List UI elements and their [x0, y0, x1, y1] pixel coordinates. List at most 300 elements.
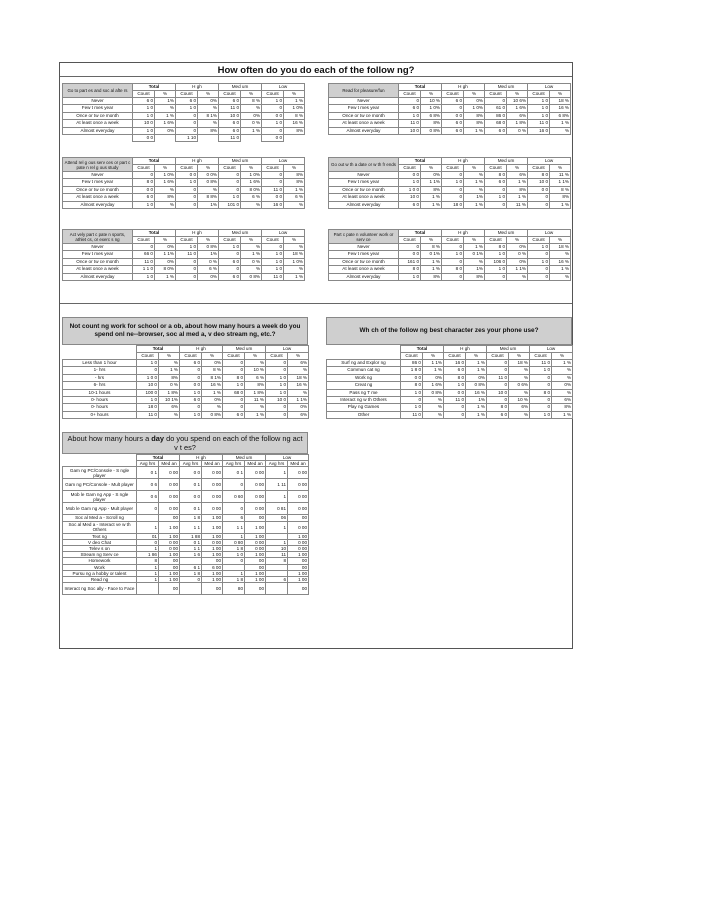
- table-cell: 11: [266, 552, 288, 558]
- table-cell: 0%: [466, 374, 487, 381]
- col-sub-header: %: [198, 165, 219, 172]
- table-cell: 0 8%: [202, 411, 223, 418]
- table-cell: 0 %: [198, 258, 219, 265]
- activity-label: V deo Chat: [63, 539, 137, 545]
- table-cell: 0: [401, 397, 423, 404]
- table-cell: 8 0: [223, 374, 245, 381]
- frequency-table: [62, 229, 305, 281]
- table-cell: 0 00: [245, 503, 266, 515]
- table-cell: 1 0: [485, 194, 507, 201]
- table-cell: %: [509, 411, 530, 418]
- table-cell: 1: [266, 539, 288, 545]
- row-label: At least once a week: [329, 266, 399, 273]
- table-cell: 0: [262, 179, 284, 186]
- table-cell: 6: [223, 515, 245, 521]
- table-cell: 0 8%: [423, 389, 444, 396]
- table-row: [63, 135, 305, 142]
- row-label: Few t mes year: [63, 105, 133, 112]
- question-text: About how many hours a: [67, 434, 152, 443]
- table-cell: 1 %: [464, 201, 485, 208]
- col-sub-header: %: [241, 237, 262, 244]
- table-cell: 10 %: [421, 98, 442, 105]
- table-cell: 11 0: [262, 273, 284, 280]
- table-cell: 0%: [464, 98, 485, 105]
- table-cell: 0 00: [159, 467, 180, 479]
- table-cell: 16 %: [288, 382, 309, 389]
- col-group-header: Total: [401, 346, 444, 353]
- table-cell: 0 00: [288, 491, 309, 503]
- table-cell: 1 0: [223, 552, 245, 558]
- table-cell: 6 0: [133, 194, 155, 201]
- row-label: Surf ng and Explor ng: [327, 360, 401, 367]
- table-cell: 0: [223, 479, 245, 491]
- table-row: [329, 98, 571, 105]
- activity-label: Soc al Med a - Interact ve w th Others: [63, 521, 137, 533]
- table-cell: 1%: [198, 251, 219, 258]
- table-row: [329, 112, 571, 119]
- col-group-header: Med um: [485, 230, 528, 237]
- row-label: Never: [329, 244, 399, 251]
- table-cell: 00: [288, 558, 309, 564]
- table-cell: 1 %: [466, 360, 487, 367]
- table-cell: 0%: [241, 112, 262, 119]
- table-cell: 1 0: [399, 112, 421, 119]
- col-sub-header: Count: [219, 91, 241, 98]
- col-sub-header: %: [464, 165, 485, 172]
- col-group-header: H gh: [442, 230, 485, 237]
- table-cell: %: [159, 360, 180, 367]
- table-cell: 0: [219, 179, 241, 186]
- table-cell: 0 00: [202, 539, 223, 545]
- table-cell: 1 %: [507, 179, 528, 186]
- table-cell: 1 00: [245, 533, 266, 539]
- col-sub-header: %: [202, 353, 223, 360]
- col-sub-header: Count: [485, 91, 507, 98]
- table-cell: 8%: [245, 382, 266, 389]
- table-cell: 100 0: [137, 389, 159, 396]
- table-cell: 8 0: [528, 172, 550, 179]
- table-cell: 6 %: [241, 194, 262, 201]
- col-group-header: Total: [399, 158, 442, 165]
- col-sub-header: %: [507, 165, 528, 172]
- table-cell: 1 0: [223, 382, 245, 389]
- table-cell: 8 %: [550, 186, 571, 193]
- table-row: [63, 201, 305, 208]
- col-sub-header: %: [284, 237, 305, 244]
- table-cell: [241, 135, 262, 142]
- table-cell: 8 1%: [202, 374, 223, 381]
- table-cell: 8%: [284, 127, 305, 134]
- table-cell: 1: [137, 577, 159, 583]
- table-row: [63, 404, 309, 411]
- table-row: [63, 367, 309, 374]
- table-cell: 1 0: [180, 411, 202, 418]
- frequency-table-block: [62, 229, 305, 281]
- table-cell: %: [550, 251, 571, 258]
- table-cell: 00: [202, 583, 223, 595]
- table-row: [329, 105, 571, 112]
- daily-hours-block: [62, 432, 309, 595]
- activity-label: Stream ng Serv ce: [63, 552, 137, 558]
- table-cell: 6 %: [198, 266, 219, 273]
- table-cell: 86 0: [485, 112, 507, 119]
- table-cell: 1 00: [202, 515, 223, 521]
- col-sub-header: %: [284, 91, 305, 98]
- col-group-header: Total: [133, 84, 176, 91]
- col-sub-header: Med an: [202, 461, 223, 467]
- table-cell: 0: [528, 266, 550, 273]
- table-cell: 1 0%: [241, 172, 262, 179]
- table-row: [63, 467, 309, 479]
- table-cell: %: [241, 266, 262, 273]
- table-cell: 0%: [202, 397, 223, 404]
- table-cell: 1 1%: [550, 179, 571, 186]
- table-cell: 10 0: [137, 382, 159, 389]
- table-cell: 0: [223, 397, 245, 404]
- col-group-header: Total: [137, 455, 180, 461]
- table-cell: %: [423, 411, 444, 418]
- col-sub-header: %: [241, 91, 262, 98]
- table-cell: 8: [137, 558, 159, 564]
- table-cell: 1 %: [423, 367, 444, 374]
- table-row: [63, 266, 305, 273]
- table-cell: 8 0: [485, 172, 507, 179]
- table-cell: 0: [528, 273, 550, 280]
- table-cell: %: [509, 374, 530, 381]
- table-cell: 00: [245, 583, 266, 595]
- table-cell: 6 0: [399, 105, 421, 112]
- table-cell: 6 0: [442, 127, 464, 134]
- table-cell: 11 0: [219, 135, 241, 142]
- table-cell: 0: [180, 374, 202, 381]
- table-cell: 0 0: [262, 112, 284, 119]
- row-label: Once or tw ce month: [329, 186, 399, 193]
- table-cell: 1 0: [262, 98, 284, 105]
- blank-cell: [327, 353, 401, 360]
- table-cell: 1 00: [245, 577, 266, 583]
- row-label: Once or tw ce month: [63, 258, 133, 265]
- table-row: [63, 98, 305, 105]
- row-label: Few t mes year: [63, 179, 133, 186]
- activity-label: Interact ng Soc ally - Face to Face: [63, 583, 137, 595]
- table-row: [329, 273, 571, 280]
- table-cell: 1: [137, 564, 159, 570]
- table-cell: 0 1%: [464, 251, 485, 258]
- table-cell: 6 0: [442, 120, 464, 127]
- col-sub-header: Count: [219, 165, 241, 172]
- table-cell: 1 00: [159, 577, 180, 583]
- table-cell: 0: [223, 558, 245, 564]
- col-group-header: Low: [530, 346, 573, 353]
- frequency-table: [62, 157, 305, 209]
- table-cell: 6 %: [284, 194, 305, 201]
- table-row: [63, 244, 305, 251]
- table-cell: 6 0: [176, 98, 198, 105]
- table-cell: 0 8%: [198, 244, 219, 251]
- table-cell: 0: [528, 251, 550, 258]
- table-cell: 1 %: [245, 411, 266, 418]
- table-cell: 1 0: [485, 266, 507, 273]
- table-cell: %: [202, 404, 223, 411]
- table-cell: 6 0: [485, 127, 507, 134]
- table-cell: 1 %: [466, 411, 487, 418]
- table-cell: 8 0%: [155, 266, 176, 273]
- row-label: Never: [63, 98, 133, 105]
- table-cell: 0 60: [223, 491, 245, 503]
- table-row: [327, 367, 573, 374]
- table-row: [63, 105, 305, 112]
- table-cell: 1 0: [444, 382, 466, 389]
- table-cell: 1 %: [284, 273, 305, 280]
- table-cell: 0: [176, 258, 198, 265]
- table-cell: 1 6%: [155, 179, 176, 186]
- table-cell: 1 0: [262, 251, 284, 258]
- col-group-header: Low: [266, 455, 309, 461]
- table-cell: 0: [176, 186, 198, 193]
- table-cell: 8 1%: [198, 112, 219, 119]
- table-cell: 8%: [159, 374, 180, 381]
- table-cell: [137, 583, 159, 595]
- col-sub-header: %: [155, 91, 176, 98]
- table-cell: 0: [176, 273, 198, 280]
- table-cell: 0: [528, 201, 550, 208]
- col-sub-header: Count: [530, 353, 552, 360]
- table-cell: 0 1: [180, 479, 202, 491]
- table-cell: 1 0: [133, 201, 155, 208]
- question-text: do you spend on each of the follow ng act v t es?: [164, 434, 303, 452]
- col-sub-header: Avg hrs: [266, 461, 288, 467]
- col-sub-header: Count: [399, 165, 421, 172]
- table-cell: 0%: [421, 172, 442, 179]
- table-cell: 10 0: [528, 179, 550, 186]
- table-cell: 1 0: [266, 389, 288, 396]
- table-cell: 16 %: [550, 105, 571, 112]
- hours-online-question: Not count ng work for school or a ob, about how many hours a week do you spend onl ne--browser, soc al med a, v deo stream ng, etc.?: [62, 317, 308, 345]
- table-cell: 1 0: [262, 266, 284, 273]
- table-cell: 11 0: [176, 251, 198, 258]
- table-row: [327, 382, 573, 389]
- table-cell: 10 1%: [159, 397, 180, 404]
- page-title: How often do you do each of the follow ng?: [217, 65, 415, 76]
- table-cell: 8: [266, 558, 288, 564]
- table-cell: 1 %: [284, 186, 305, 193]
- activity-label: Read ng: [63, 577, 137, 583]
- table-cell: 0: [176, 120, 198, 127]
- table-cell: 6 0: [223, 411, 245, 418]
- table-cell: 1 %: [550, 266, 571, 273]
- table-cell: 1 1%: [507, 266, 528, 273]
- activity-label: Text ng: [63, 533, 137, 539]
- table-cell: 0 00: [202, 467, 223, 479]
- table-cell: 1 00: [288, 570, 309, 576]
- table-cell: 1 00: [245, 570, 266, 576]
- table-cell: 16 0: [444, 360, 466, 367]
- table-cell: 1 %: [507, 194, 528, 201]
- table-cell: %: [552, 389, 573, 396]
- table-row: [327, 374, 573, 381]
- activity-label: Soc al Med a - Scroll ng: [63, 515, 137, 521]
- table-cell: 1 00: [202, 533, 223, 539]
- table-cell: 0 1: [180, 503, 202, 515]
- table-cell: 0: [487, 367, 509, 374]
- col-group-header: Low: [528, 84, 571, 91]
- table-row: [63, 503, 309, 515]
- table-cell: %: [159, 411, 180, 418]
- row-label: - hrs: [63, 374, 137, 381]
- col-group-header: Low: [266, 346, 309, 353]
- row-label: Few t mes year: [329, 105, 399, 112]
- table-cell: %: [155, 201, 176, 208]
- table-row: [329, 194, 571, 201]
- table-row: [329, 179, 571, 186]
- table-cell: 00: [159, 583, 180, 595]
- col-group-header: H gh: [176, 158, 219, 165]
- table-cell: 0 00: [159, 539, 180, 545]
- table-cell: 1 %: [421, 201, 442, 208]
- table-cell: 0: [176, 201, 198, 208]
- table-cell: 1 0: [176, 244, 198, 251]
- table-category-label: Attend rel g ous serv ces or part c pate n rel g ous study: [63, 158, 133, 172]
- activity-label: Work: [63, 564, 137, 570]
- table-cell: 106 0: [485, 258, 507, 265]
- table-cell: %: [423, 397, 444, 404]
- table-cell: 6 00: [202, 564, 223, 570]
- table-cell: 0 0: [444, 389, 466, 396]
- table-cell: 0 1: [137, 467, 159, 479]
- table-cell: 11 0: [487, 374, 509, 381]
- table-cell: 0 00: [288, 539, 309, 545]
- phone-use-table: [326, 345, 573, 419]
- table-cell: %: [198, 120, 219, 127]
- table-cell: 8%: [284, 179, 305, 186]
- col-sub-header: Count: [180, 353, 202, 360]
- table-cell: 16 %: [550, 258, 571, 265]
- table-cell: 1 0: [528, 105, 550, 112]
- col-sub-header: %: [284, 165, 305, 172]
- col-group-header: Low: [528, 230, 571, 237]
- table-cell: 0: [399, 244, 421, 251]
- table-cell: 6 8%: [421, 112, 442, 119]
- table-row: [327, 397, 573, 404]
- row-label: Almost everyday: [329, 127, 399, 134]
- report-page: [59, 62, 573, 649]
- table-cell: 8 0: [485, 244, 507, 251]
- table-cell: 11 %: [550, 172, 571, 179]
- table-cell: 0 0: [399, 251, 421, 258]
- table-cell: 1 1: [223, 521, 245, 533]
- col-sub-header: %: [464, 237, 485, 244]
- table-cell: 1 0: [133, 127, 155, 134]
- col-sub-header: Avg hrs: [137, 461, 159, 467]
- row-label: Never: [329, 172, 399, 179]
- col-sub-header: Count: [176, 237, 198, 244]
- table-cell: 16 %: [202, 382, 223, 389]
- table-cell: 18 %: [550, 244, 571, 251]
- table-cell: [180, 583, 202, 595]
- table-cell: 0 80: [223, 539, 245, 545]
- table-row: [63, 397, 309, 404]
- col-sub-header: Count: [266, 353, 288, 360]
- table-cell: 1: [223, 533, 245, 539]
- frequency-table-block: [62, 157, 305, 209]
- table-row: [327, 389, 573, 396]
- table-cell: 18 %: [509, 360, 530, 367]
- col-sub-header: Count: [485, 165, 507, 172]
- table-cell: 1 00: [159, 570, 180, 576]
- hours-online-table: [62, 345, 309, 419]
- table-cell: 0: [176, 194, 198, 201]
- table-cell: 1: [137, 546, 159, 552]
- col-group-header: Med um: [485, 158, 528, 165]
- col-sub-header: Count: [399, 91, 421, 98]
- table-cell: 1 1: [180, 521, 202, 533]
- table-cell: 1 10: [176, 135, 198, 142]
- table-cell: 0%: [198, 98, 219, 105]
- table-cell: 0: [266, 367, 288, 374]
- row-label: Never: [63, 172, 133, 179]
- table-cell: 10 0: [266, 397, 288, 404]
- table-cell: 10 %: [245, 367, 266, 374]
- table-cell: 1 %: [202, 389, 223, 396]
- table-cell: 0: [180, 404, 202, 411]
- table-cell: 161 0: [399, 258, 421, 265]
- table-cell: 0: [137, 367, 159, 374]
- col-sub-header: %: [241, 165, 262, 172]
- table-cell: 0: [442, 194, 464, 201]
- table-cell: 0 81: [266, 503, 288, 515]
- table-cell: 16 %: [466, 389, 487, 396]
- table-cell: 11 0: [444, 397, 466, 404]
- daily-hours-table: [62, 454, 309, 595]
- table-cell: 00: [159, 564, 180, 570]
- table-cell: 0: [485, 186, 507, 193]
- table-cell: 0 0: [442, 112, 464, 119]
- table-cell: 6 0: [444, 367, 466, 374]
- table-cell: 1 0%: [421, 105, 442, 112]
- row-label: Few t mes year: [329, 179, 399, 186]
- table-cell: %: [550, 127, 571, 134]
- table-cell: 11 %: [245, 397, 266, 404]
- table-row: [63, 194, 305, 201]
- table-row: [329, 251, 571, 258]
- table-cell: 06: [266, 515, 288, 521]
- col-sub-header: %: [552, 353, 573, 360]
- table-cell: 0 0: [262, 194, 284, 201]
- table-row: [63, 583, 309, 595]
- table-cell: 0: [262, 244, 284, 251]
- table-cell: 0%: [155, 127, 176, 134]
- table-cell: 1 0: [399, 273, 421, 280]
- col-sub-header: Med an: [159, 461, 180, 467]
- table-cell: 0 0: [180, 467, 202, 479]
- table-cell: [198, 135, 219, 142]
- table-cell: %: [198, 105, 219, 112]
- col-sub-header: %: [198, 91, 219, 98]
- table-category-label: Go out w th a date or w th fr ends: [329, 158, 399, 172]
- table-cell: 0%: [155, 244, 176, 251]
- table-cell: 0%: [155, 258, 176, 265]
- table-cell: 0: [219, 186, 241, 193]
- table-cell: 0: [530, 382, 552, 389]
- table-cell: 1 00: [202, 577, 223, 583]
- table-cell: %: [284, 201, 305, 208]
- table-cell: 0 00: [288, 479, 309, 491]
- col-sub-header: Count: [485, 237, 507, 244]
- table-cell: 1 0: [530, 367, 552, 374]
- table-cell: 0: [137, 503, 159, 515]
- table-cell: 0: [442, 244, 464, 251]
- table-cell: 18 0: [442, 201, 464, 208]
